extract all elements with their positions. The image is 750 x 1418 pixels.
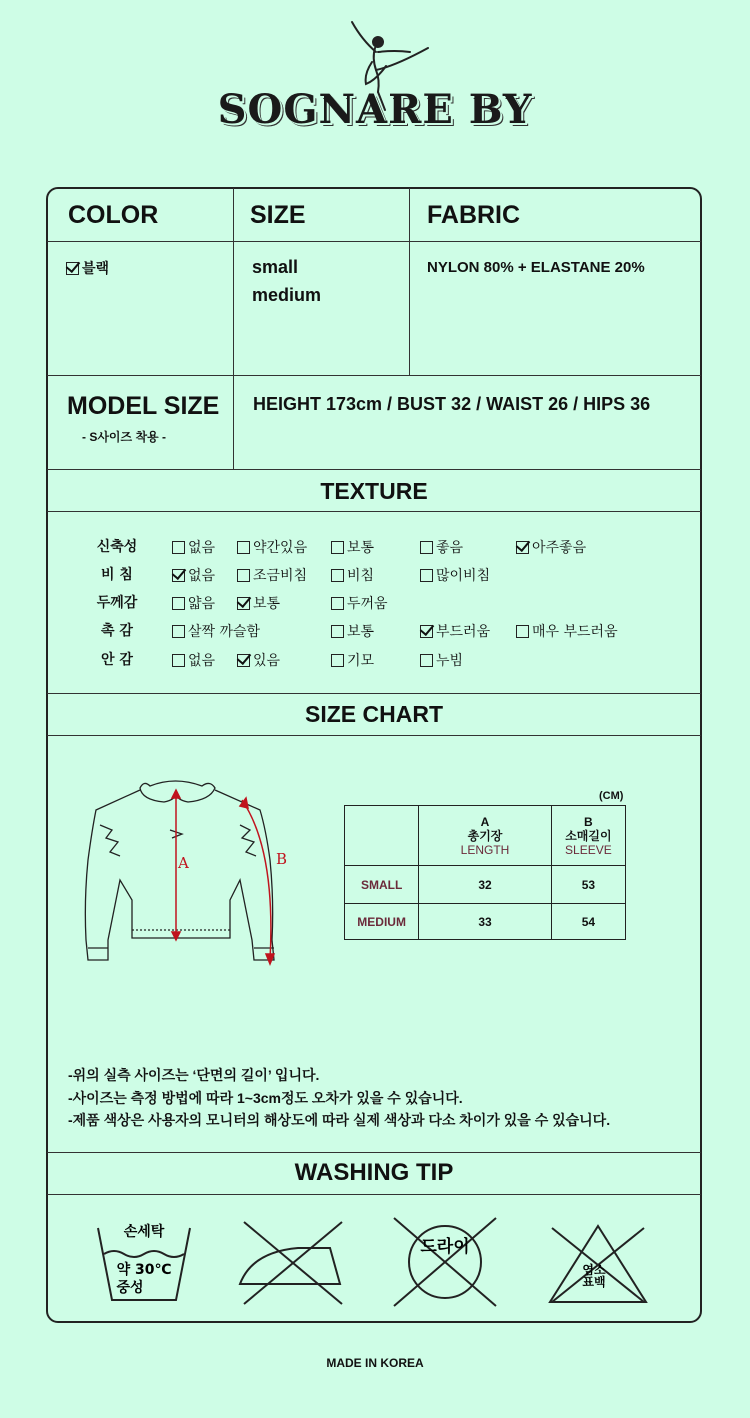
checkbox-icon [172, 625, 185, 638]
texture-option-label: 좋음 [436, 540, 464, 556]
checkbox-icon [331, 654, 344, 667]
svg-text:약 30℃: 약 30℃ [116, 1262, 172, 1278]
texture-option [172, 565, 215, 585]
texture-title: TEXTURE [320, 478, 428, 504]
texture-option [331, 593, 388, 613]
svg-text:중성: 중성 [116, 1280, 144, 1296]
texture-option [420, 621, 490, 641]
texture-option-label: 있음 [253, 653, 281, 669]
model-size-note: - S사이즈 착용 - [82, 430, 166, 444]
col-length-header: A 총기장 LENGTH [419, 806, 552, 866]
note-line: -위의 실측 사이즈는 ‘단면의 길이’ 입니다. [68, 1067, 320, 1083]
checkbox-icon [66, 262, 79, 275]
marker-b: B [276, 850, 288, 868]
texture-option [172, 621, 260, 641]
size-header: SIZE [250, 201, 306, 229]
color-option [66, 258, 109, 278]
checkbox-icon [420, 569, 433, 582]
texture-option [331, 565, 374, 585]
made-in-label: MADE IN KOREA [326, 1356, 424, 1370]
texture-label: 비 침 [101, 567, 133, 583]
texture-option-label: 보통 [347, 624, 375, 640]
note-line: -사이즈는 측정 방법에 따라 1~3cm정도 오차가 있을 수 있습니다. [68, 1090, 463, 1106]
texture-option [516, 621, 618, 641]
sleeve-arrow [242, 800, 271, 960]
brand-name: SOGNARE BY [217, 86, 533, 133]
texture-option [172, 537, 215, 557]
texture-option-label: 매우 부드러움 [532, 624, 618, 640]
note-line: -제품 색상은 사용자의 모니터의 해상도에 따라 실제 색상과 다소 차이가 있을 수 있습니다. [68, 1112, 611, 1128]
checkbox-icon [237, 654, 250, 667]
texture-option-label: 두꺼움 [347, 596, 388, 612]
texture-option [237, 593, 280, 613]
hand-wash-icon [90, 1214, 200, 1306]
size-chart-title: SIZE CHART [305, 701, 443, 727]
texture-option-label: 약간있음 [253, 540, 308, 556]
checkbox-icon [172, 541, 185, 554]
color-header: COLOR [68, 201, 159, 229]
texture-option [237, 565, 307, 585]
texture-option-label: 기모 [347, 653, 375, 669]
svg-text:드라이: 드라이 [420, 1237, 470, 1257]
texture-option-label: 부드러움 [436, 624, 491, 640]
texture-option [172, 593, 215, 613]
checkbox-icon [331, 625, 344, 638]
color-value: 블랙 [82, 260, 110, 276]
texture-option-label: 보통 [253, 596, 281, 612]
size-small: small [252, 257, 299, 277]
svg-text:손세탁: 손세탁 [123, 1224, 165, 1240]
checkbox-icon [172, 654, 185, 667]
garment-diagram [70, 770, 300, 985]
checkbox-icon [516, 625, 529, 638]
no-bleach-icon [546, 1222, 650, 1306]
texture-label: 촉 감 [101, 623, 133, 639]
texture-option [516, 537, 586, 557]
texture-option [331, 650, 374, 670]
texture-option [420, 537, 463, 557]
texture-option-label: 보통 [347, 540, 375, 556]
texture-option [172, 650, 215, 670]
model-size-title: MODEL SIZE [67, 392, 220, 420]
unit-label: (CM) [599, 790, 624, 802]
checkbox-icon [420, 654, 433, 667]
texture-label: 두께감 [96, 595, 138, 611]
checkbox-icon [516, 541, 529, 554]
texture-option [237, 650, 280, 670]
texture-option-label: 없음 [188, 540, 216, 556]
texture-option-label: 살짝 까슬함 [188, 624, 261, 640]
checkbox-icon [237, 541, 250, 554]
svg-text:염소: 염소 [582, 1263, 606, 1277]
texture-option-label: 아주좋음 [532, 540, 587, 556]
marker-a: A [178, 854, 189, 872]
table-row: MEDIUM 33 54 [345, 904, 626, 940]
checkbox-icon [331, 597, 344, 610]
texture-option [237, 537, 307, 557]
checkbox-icon [172, 569, 185, 582]
texture-option [331, 621, 374, 641]
checkbox-icon [331, 569, 344, 582]
texture-option-label: 많이비침 [436, 568, 491, 584]
checkbox-icon [237, 597, 250, 610]
checkbox-icon [420, 625, 433, 638]
svg-text:표백: 표백 [582, 1275, 606, 1289]
texture-option-label: 조금비침 [253, 568, 308, 584]
texture-option-label: 없음 [188, 568, 216, 584]
texture-option-label: 없음 [188, 653, 216, 669]
size-medium: medium [252, 285, 322, 305]
table-row: SMALL 32 53 [345, 866, 626, 904]
texture-option-label: 누빔 [436, 653, 464, 669]
texture-option [420, 650, 463, 670]
fabric-header: FABRIC [427, 201, 521, 229]
size-table [344, 805, 626, 940]
washing-title: WASHING TIP [294, 1159, 454, 1186]
texture-option-label: 얇음 [188, 596, 216, 612]
no-iron-icon [238, 1218, 348, 1308]
texture-label: 안 감 [101, 652, 133, 668]
checkbox-icon [237, 569, 250, 582]
texture-option [420, 565, 490, 585]
texture-option [331, 537, 374, 557]
checkbox-icon [172, 597, 185, 610]
texture-label: 신축성 [96, 539, 138, 555]
no-dry-clean-icon [390, 1214, 500, 1310]
checkbox-icon [331, 541, 344, 554]
texture-option-label: 비침 [347, 568, 375, 584]
col-sleeve-header: B 소매길이 SLEEVE [551, 806, 625, 866]
model-measurements: HEIGHT 173cm / BUST 32 / WAIST 26 / HIPS 36 [253, 394, 651, 414]
fabric-value: NYLON 80% + ELASTANE 20% [427, 259, 645, 276]
checkbox-icon [420, 541, 433, 554]
